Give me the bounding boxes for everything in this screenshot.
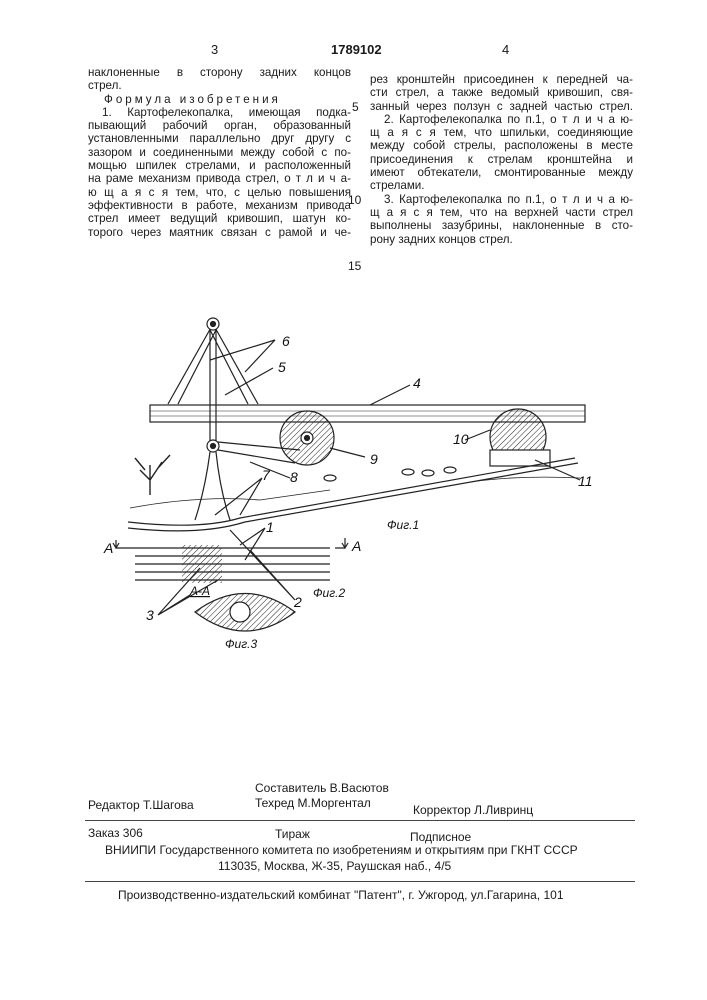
- label-8: 8: [290, 469, 298, 485]
- printer: Производственно-издательский комбинат "Патент", г. Ужгород, ул.Гагарина, 101: [118, 888, 564, 902]
- label-11: 11: [578, 473, 593, 489]
- text-line: выполнены зазубрины, наклоненные в сто-: [370, 219, 633, 232]
- text-line: на раме механизм привода стрел, о т л и ч а-: [88, 172, 351, 185]
- line-number: 5: [352, 100, 359, 114]
- pendulum: [210, 328, 216, 445]
- text-line: рез кронштейн присоединен к передней ча-: [370, 73, 633, 86]
- text-line: присоединения к стрелам кронштейна и: [370, 153, 633, 166]
- text-line: имеют обтекатели, смонтированные между: [370, 166, 633, 179]
- label-3: 3: [146, 607, 154, 623]
- page-number-right: 4: [502, 42, 509, 57]
- text-line: ю щ а я с я тем, что, с целью повышения: [88, 186, 351, 199]
- subscription: Подписное: [410, 830, 471, 844]
- page-number-left: 3: [211, 42, 218, 57]
- text-line: наклоненные в сторону задних концов: [88, 66, 351, 79]
- patent-number: 1789102: [331, 42, 382, 57]
- label-1: 1: [266, 519, 274, 535]
- a-frame: [168, 324, 258, 404]
- label-6: 6: [282, 333, 290, 349]
- text-line: 3. Картофелекопалка по п.1, о т л и ч а ю-: [370, 193, 633, 206]
- section-label: А-А: [189, 584, 210, 598]
- line-number: 15: [348, 259, 361, 273]
- fig2-bars: [135, 545, 330, 583]
- label-10: 10: [453, 431, 469, 447]
- section-mark-right: [335, 538, 348, 548]
- text-line: торого через маятник связан с рамой и че-: [88, 226, 351, 239]
- caption-fig1: Фиг.1: [387, 518, 419, 532]
- compiler: Составитель В.Васютов: [255, 781, 389, 795]
- text-line: щ а я с я тем, что шпильки, соединяющие: [370, 126, 633, 139]
- text-line: между собой стрелы, расположены в месте: [370, 139, 633, 152]
- text-line: щ а я с я тем, что на верхней части стрел: [370, 206, 633, 219]
- text-line: эффективности в работе, механизм привода: [88, 199, 351, 212]
- text-line: 1. Картофелекопалка, имеющая подка-: [88, 106, 351, 119]
- institute: ВНИИПИ Государственного комитета по изобретениям и открытиям при ГКНТ СССР: [105, 843, 578, 857]
- order-number: Заказ 306: [88, 826, 143, 840]
- label-7: 7: [262, 467, 271, 483]
- label-4: 4: [413, 375, 421, 391]
- text-line: стрел.: [88, 79, 351, 92]
- divider: [85, 881, 635, 882]
- label-2: 2: [293, 594, 302, 610]
- corrector: Корректор Л.Ливринц: [413, 803, 533, 817]
- text-line: установленными параллельно друг другу с: [88, 132, 351, 145]
- text-line: мощью шпилек стрелами, и расположенный: [88, 159, 351, 172]
- text-line: сти стрел, а также ведомый кривошип, свя-: [370, 86, 633, 99]
- text-line: 2. Картофелекопалка по п.1, о т л и ч а ю-: [370, 113, 633, 126]
- text-line: стрел имеет ведущий кривошип, шатун ко-: [88, 212, 351, 225]
- text-line: пывающий рабочий орган, образованный: [88, 119, 351, 132]
- potato-plant: [135, 455, 170, 495]
- claims-heading: Формула изобретения: [90, 93, 351, 106]
- address: 113035, Москва, Ж-35, Раушская наб., 4/5: [218, 859, 451, 873]
- techred: Техред М.Моргентал: [255, 796, 371, 810]
- text-line: рону задних концов стрел.: [370, 233, 633, 246]
- divider: [85, 820, 635, 821]
- text-line: занный через ползун с задней частью стрел.: [370, 100, 633, 113]
- section-letter-left: А: [103, 540, 113, 556]
- section-letter-right: А: [351, 538, 361, 554]
- label-9: 9: [370, 451, 378, 467]
- label-5: 5: [278, 359, 286, 375]
- editor: Редактор Т.Шагова: [88, 798, 194, 812]
- caption-fig2: Фиг.2: [313, 586, 345, 600]
- text-line: зазором и соединенными между собой с по-: [88, 146, 351, 159]
- circulation: Тираж: [275, 827, 310, 841]
- caption-fig3: Фиг.3: [225, 637, 257, 651]
- text-line: стрелами.: [370, 179, 633, 192]
- line-number: 10: [348, 193, 361, 207]
- section-mark-left: [113, 540, 135, 548]
